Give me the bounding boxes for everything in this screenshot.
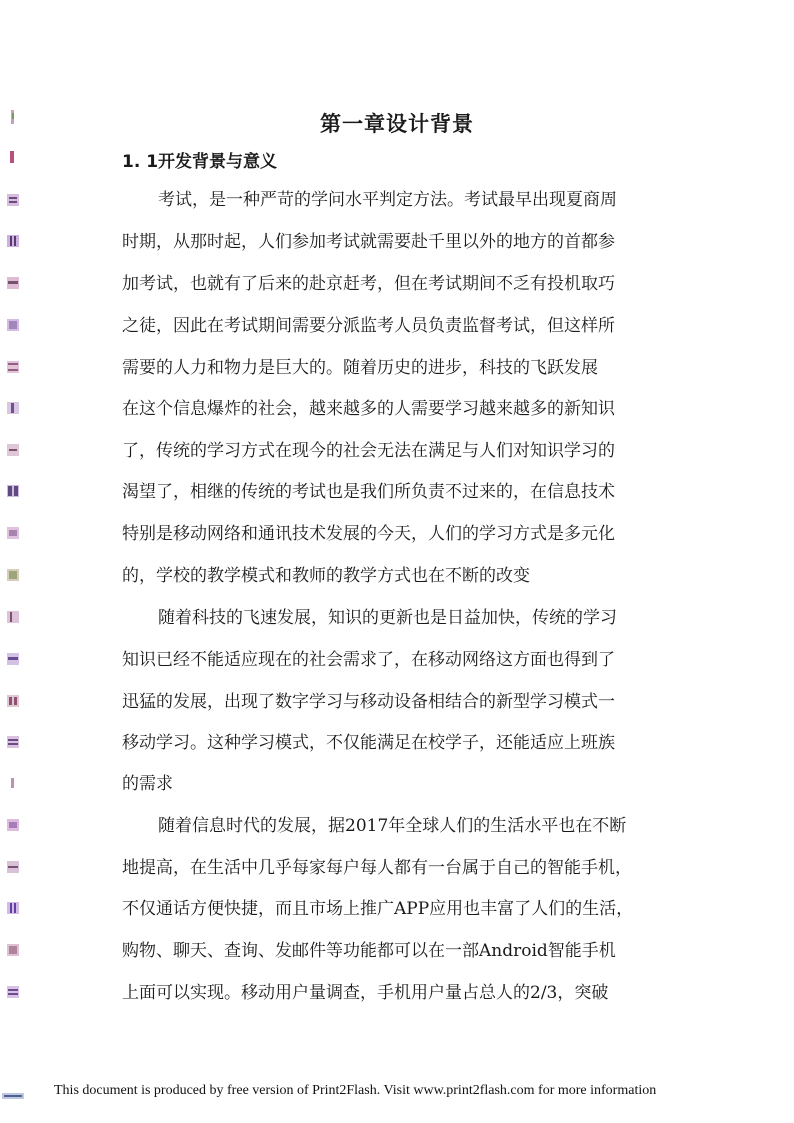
text-line: 加考试，也就有了后来的赴京赶考，但在考试期间不乏有投机取巧 bbox=[122, 274, 615, 294]
margin-mark-icon bbox=[6, 818, 20, 832]
footer-mark-icon bbox=[2, 1086, 24, 1096]
margin-mark-icon bbox=[6, 943, 20, 957]
margin-mark-icon bbox=[6, 276, 20, 290]
text-line: 上面可以实现。移动用户量调查，手机用户量占总人的2/3，突破 bbox=[122, 983, 609, 1003]
margin-mark-icon bbox=[6, 860, 20, 874]
text-line: 随着信息时代的发展，据2017年全球人们的生活水平也在不断 bbox=[158, 816, 627, 836]
chapter-title: 第一章设计背景 bbox=[320, 112, 474, 136]
print2flash-footer: This document is produced by free version of Print2Flash. Visit www.print2flash.com for more information bbox=[54, 1083, 657, 1098]
text-line: 随着科技的飞速发展，知识的更新也是日益加快，传统的学习 bbox=[158, 608, 617, 628]
text-line: 的，学校的教学模式和教师的教学方式也在不断的改变 bbox=[122, 566, 530, 586]
margin-mark-icon bbox=[6, 150, 20, 164]
margin-mark-icon bbox=[6, 193, 20, 207]
text-line: 时期，从那时起，人们参加考试就需要赴千里以外的地方的首都参 bbox=[122, 232, 615, 252]
text-line: 了，传统的学习方式在现今的社会无法在满足与人们对知识学习的 bbox=[122, 441, 615, 461]
margin-mark-icon bbox=[6, 652, 20, 666]
margin-mark-icon bbox=[6, 985, 20, 999]
margin-mark-icon bbox=[6, 484, 20, 498]
margin-mark-icon bbox=[6, 443, 20, 457]
text-line: 购物、聊天、查询、发邮件等功能都可以在一部Android智能手机 bbox=[122, 941, 616, 961]
text-line: 特别是移动网络和通讯技术发展的今天，人们的学习方式是多元化 bbox=[122, 524, 615, 544]
text-line: 的需求 bbox=[122, 774, 173, 794]
text-line: 迅猛的发展，出现了数字学习与移动设备相结合的新型学习模式一 bbox=[122, 692, 615, 712]
margin-mark-icon bbox=[6, 401, 20, 415]
text-line: 之徒，因此在考试期间需要分派监考人员负责监督考试，但这样所 bbox=[122, 316, 615, 336]
text-line: 在这个信息爆炸的社会，越来越多的人需要学习越来越多的新知识 bbox=[122, 399, 615, 419]
margin-mark-icon bbox=[6, 526, 20, 540]
text-line: 考试，是一种严苛的学问水平判定方法。考试最早出现夏商周 bbox=[158, 190, 617, 210]
text-line: 移动学习。这种学习模式，不仅能满足在校学子，还能适应上班族 bbox=[122, 733, 615, 753]
margin-mark-icon bbox=[6, 694, 20, 708]
margin-mark-icon bbox=[6, 901, 20, 915]
text-line: 渴望了，相继的传统的考试也是我们所负责不过来的，在信息技术 bbox=[122, 482, 615, 502]
margin-marks bbox=[0, 0, 40, 1123]
text-line: 地提高，在生活中几乎每家每户每人都有一台属于自己的智能手机， bbox=[122, 858, 632, 878]
margin-mark-icon bbox=[6, 234, 20, 248]
text-line: 知识已经不能适应现在的社会需求了，在移动网络这方面也得到了 bbox=[122, 650, 615, 670]
margin-mark-icon bbox=[6, 776, 20, 790]
margin-mark-icon bbox=[6, 610, 20, 624]
text-line: 需要的人力和物力是巨大的。随着历史的进步，科技的飞跃发展 bbox=[122, 358, 598, 378]
section-heading: 1. 1开发背景与意义 bbox=[122, 152, 278, 172]
margin-mark-icon bbox=[6, 568, 20, 582]
margin-mark-icon bbox=[6, 318, 20, 332]
text-line: 不仅通话方便快捷，而且市场上推广APP应用也丰富了人们的生活， bbox=[122, 899, 634, 919]
margin-mark-icon bbox=[6, 360, 20, 374]
margin-mark-icon bbox=[6, 735, 20, 749]
